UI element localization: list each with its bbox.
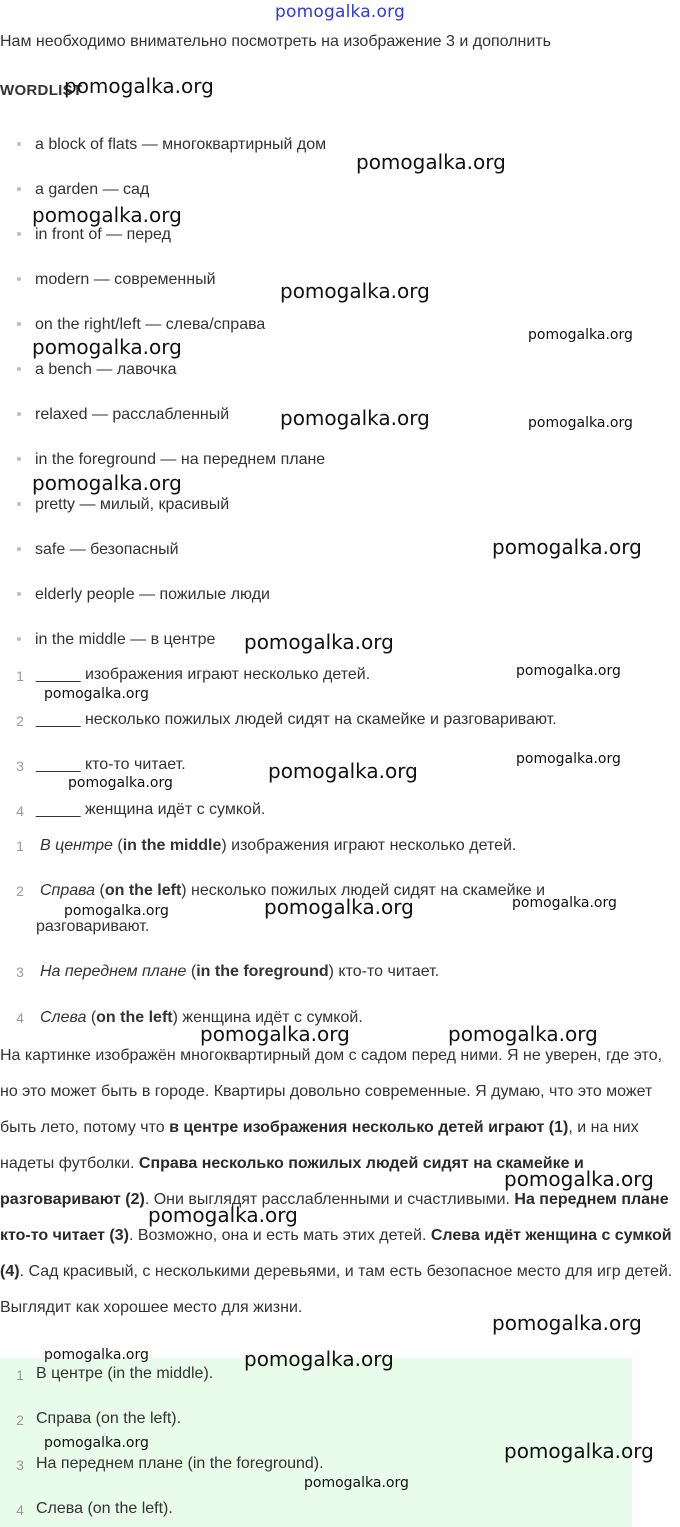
bullet-icon	[17, 502, 21, 506]
list-item: elderly people — пожилые люди	[17, 586, 270, 604]
list-item: on the right/left — слева/справа	[17, 316, 265, 334]
question-text: _____ женщина идёт с сумкой.	[36, 801, 266, 818]
watermark: pomogalka.org	[32, 335, 182, 359]
top-watermark: pomogalka.org	[275, 2, 405, 22]
watermark: pomogalka.org	[356, 150, 506, 174]
list-item: safe — безопасный	[17, 541, 179, 559]
watermark: pomogalka.org	[148, 1203, 298, 1227]
watermark: pomogalka.org	[200, 1022, 350, 1046]
watermark: pomogalka.org	[32, 203, 182, 227]
watermark: pomogalka.org	[448, 1022, 598, 1046]
list-item: in the foreground — на переднем плане	[17, 451, 325, 469]
bullet-icon	[17, 547, 21, 551]
list-item: a garden — сад	[17, 181, 149, 199]
question-text: _____ кто-то читает.	[36, 756, 186, 773]
bullet-icon	[17, 142, 21, 146]
question-number: 4	[16, 803, 24, 819]
question-text: _____ изображения играют несколько детей.	[36, 666, 371, 683]
bullet-icon	[17, 367, 21, 371]
watermark: pomogalka.org	[528, 415, 633, 431]
final-answer: На переднем плане (in the foreground).	[36, 1455, 324, 1472]
question-text: _____ несколько пожилых людей сидят на скамейке и разговаривают.	[36, 711, 557, 728]
final-number: 3	[16, 1457, 24, 1473]
watermark: pomogalka.org	[264, 895, 414, 919]
description-paragraph: На картинке изображён многоквартирный дом с садом перед ними. Я не уверен, где это, но это может быть в городе. Квартиры довольно современные. Я думаю, что это может быть лето, потому что в центре изображения несколько детей играют (1), и на них надеты футболки. Справа несколько пожилых людей сидят на скамейке и разговаривают (2). Они выглядят расслабленными и счастливыми. На переднем плане кто-то читает (3). Возможно, она и есть мать этих детей. Слева идёт женщина с сумкой (4). Сад красивый, с несколькими деревьями, и там есть безопасное место для игр детей. Выглядит как хорошее место для жизни.	[0, 1047, 673, 1316]
watermark: pomogalka.org	[244, 1347, 394, 1371]
list-item: relaxed — расслабленный	[17, 406, 229, 424]
final-answer: Справа (on the left).	[36, 1410, 182, 1427]
answer-number: 4	[16, 1010, 24, 1026]
bullet-icon	[17, 412, 21, 416]
watermark: pomogalka.org	[64, 903, 169, 919]
final-number: 4	[16, 1502, 24, 1518]
final-number: 2	[16, 1412, 24, 1428]
watermark: pomogalka.org	[280, 279, 430, 303]
watermark: pomogalka.org	[304, 1475, 409, 1491]
answer-number: 3	[16, 964, 24, 980]
watermark: pomogalka.org	[64, 74, 214, 98]
answer-item: В центре (in the middle) изображения играют несколько детей.	[40, 837, 517, 854]
watermark: pomogalka.org	[268, 759, 418, 783]
watermark: pomogalka.org	[32, 471, 182, 495]
watermark: pomogalka.org	[244, 630, 394, 654]
answer-item: Слева (on the left) женщина идёт с сумкой.	[40, 1009, 363, 1026]
watermark: pomogalka.org	[44, 1435, 149, 1451]
watermark: pomogalka.org	[512, 895, 617, 911]
bullet-icon	[17, 322, 21, 326]
answer-item: Справа (on the left) несколько пожилых людей сидят на скамейке и разговаривают.	[36, 882, 546, 935]
watermark: pomogalka.org	[280, 406, 430, 430]
list-item: in the middle — в центре	[17, 631, 215, 649]
watermark: pomogalka.org	[44, 686, 149, 702]
watermark: pomogalka.org	[528, 327, 633, 343]
watermark: pomogalka.org	[492, 535, 642, 559]
bullet-icon	[17, 592, 21, 596]
wordlist-title: WORDLIST	[0, 82, 83, 99]
answer-item: На переднем плане (in the foreground) кто-то читает.	[40, 963, 440, 980]
final-number: 1	[16, 1367, 24, 1383]
bullet-icon	[17, 457, 21, 461]
question-number: 2	[16, 713, 24, 729]
final-answer: В центре (in the middle).	[36, 1365, 214, 1382]
answer-number: 2	[16, 883, 24, 899]
watermark: pomogalka.org	[44, 1347, 149, 1363]
watermark: pomogalka.org	[516, 751, 621, 767]
bullet-icon	[17, 232, 21, 236]
list-item: modern — современный	[17, 271, 216, 289]
bullet-icon	[17, 637, 21, 641]
bullet-icon	[17, 277, 21, 281]
watermark: pomogalka.org	[504, 1167, 654, 1191]
intro-text: Нам необходимо внимательно посмотреть на изображение 3 и дополнить	[0, 33, 551, 50]
list-item: in front of — перед	[17, 226, 171, 244]
list-item: a bench — лавочка	[17, 361, 177, 379]
watermark: pomogalka.org	[68, 775, 173, 791]
watermark: pomogalka.org	[504, 1439, 654, 1463]
watermark: pomogalka.org	[516, 663, 621, 679]
bullet-icon	[17, 187, 21, 191]
answer-number: 1	[16, 838, 24, 854]
question-number: 1	[16, 668, 24, 684]
list-item: pretty — милый, красивый	[17, 496, 229, 514]
final-answer: Слева (on the left).	[36, 1500, 173, 1517]
watermark: pomogalka.org	[492, 1311, 642, 1335]
question-number: 3	[16, 758, 24, 774]
list-item: a block of flats — многоквартирный дом	[17, 136, 326, 154]
